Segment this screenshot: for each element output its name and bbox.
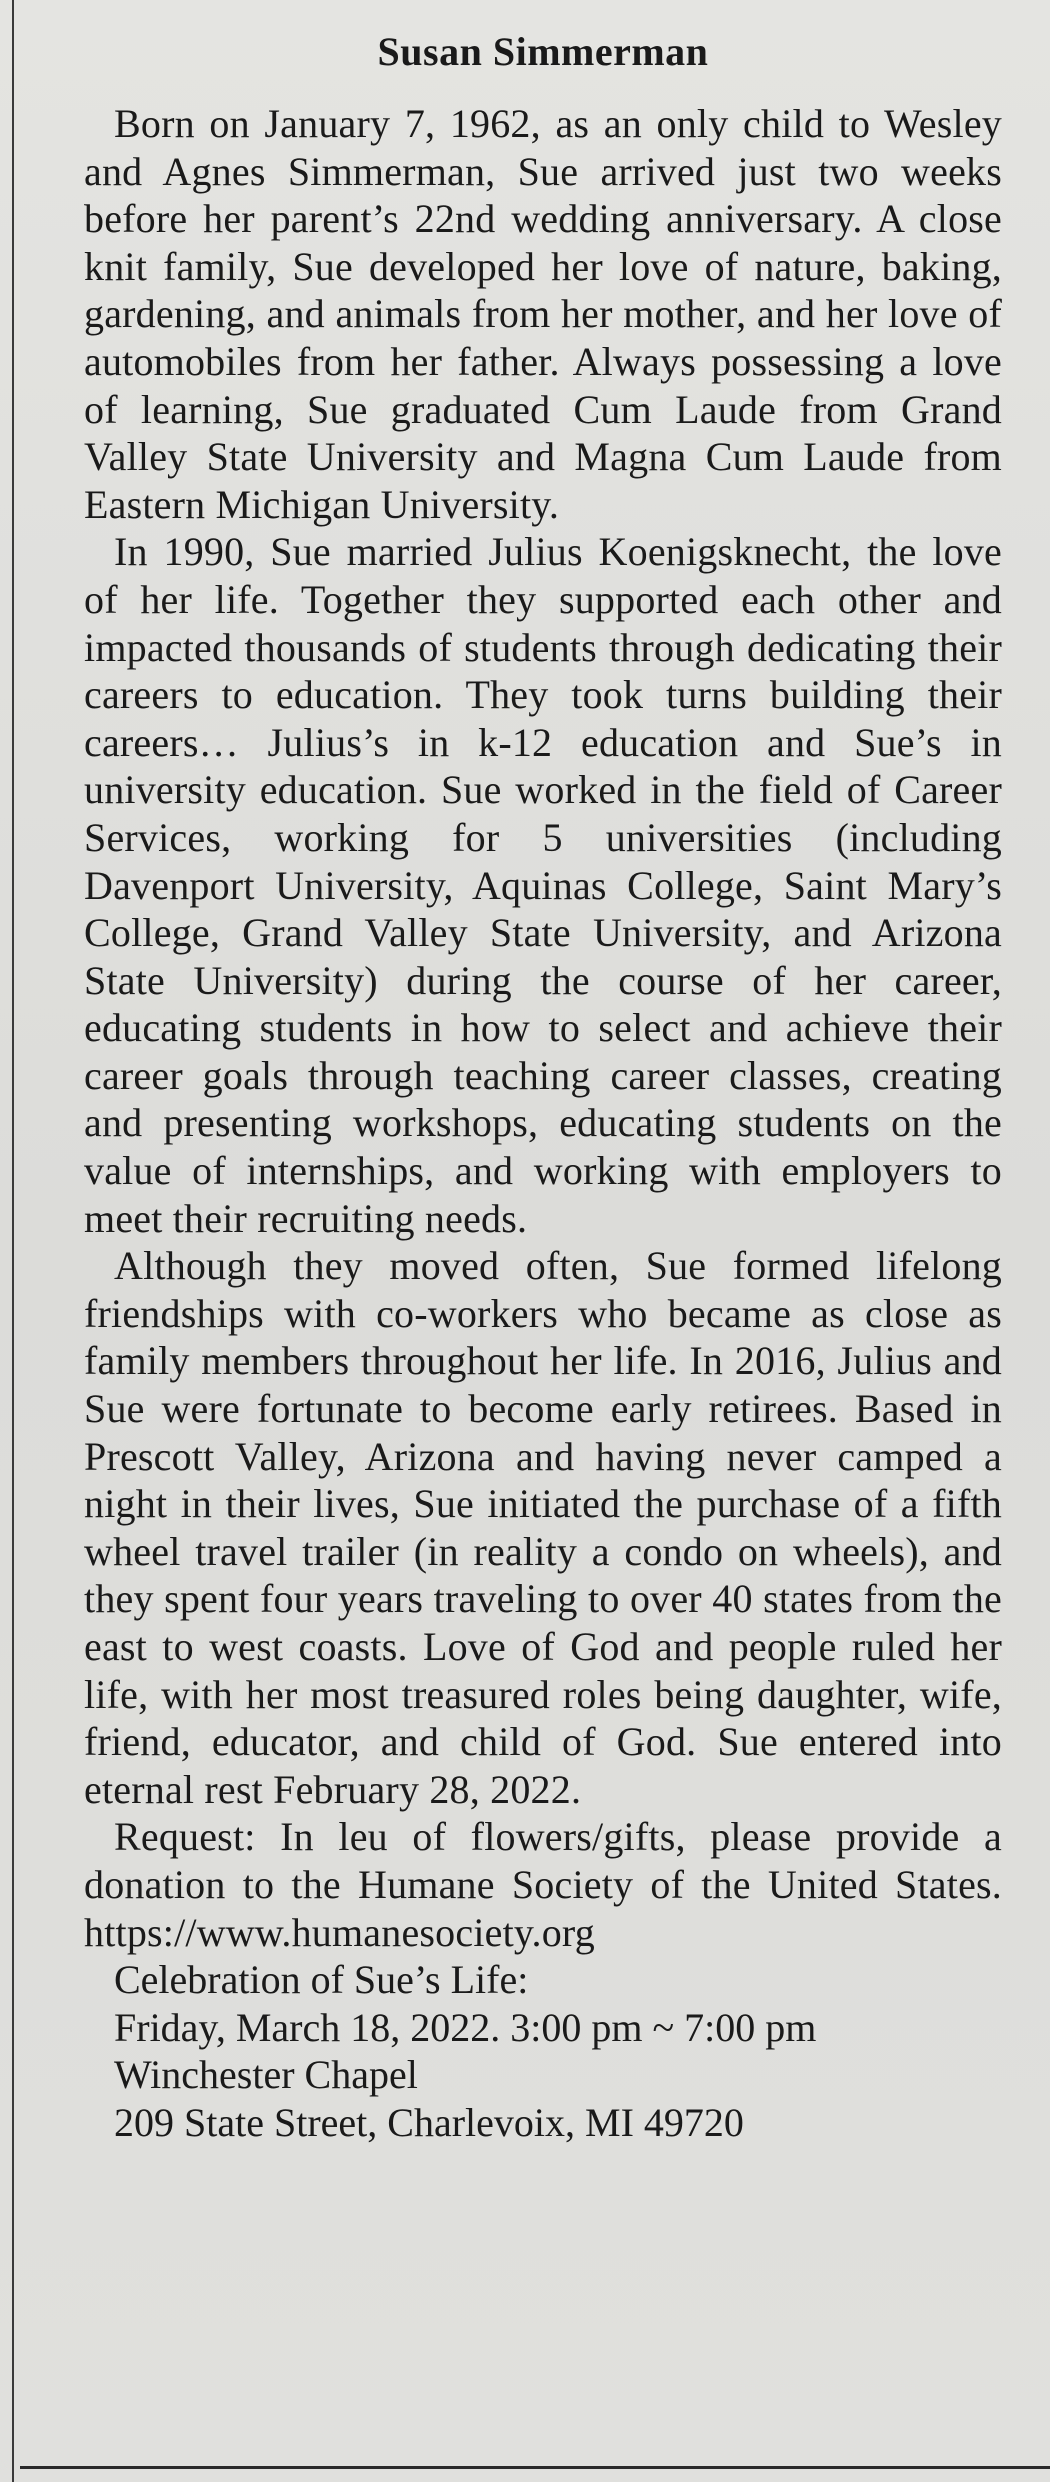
column-rule-left [12, 0, 14, 2482]
celebration-venue: Winchester Chapel [114, 2052, 418, 2098]
paragraph-request: Request: In leu of flowers/gifts, please provide a donation to the Humane Society of the United States. https://www.humanesociety.org [84, 1814, 1002, 1955]
column-rule-bottom [20, 2466, 1050, 2469]
celebration-heading: Celebration of Sue’s Life: [114, 1957, 529, 2003]
paragraph-retirement: Although they moved often, Sue formed lifelong friendships with co-workers who became as close as family members throughout her life. In 2016, Julius and Sue were fortunate to become early retirees. Based in Prescott Valley, Arizona and having never camped a night in their lives, Sue initiated the purchase of a fifth wheel travel trailer (in reality a condo on wheels), and they spent four years traveling to over 40 states from the east to west coasts. Love of God and people ruled her life, with her most treasured roles being daughter, wife, friend, educator, and child of God. Sue entered into eternal rest February 28, 2022. [84, 1243, 1002, 1812]
celebration-details [84, 1956, 1002, 2146]
celebration-datetime: Friday, March 18, 2022. 3:00 pm ~ 7:00 pm [114, 2004, 817, 2050]
paragraph-marriage-career: In 1990, Sue married Julius Koenigsknecht, the love of her life. Together they supported each other and impacted thousands of students through dedicating their careers to education. They took turns building their careers… Julius’s in k-12 education and Sue’s in university education. Sue worked in the field of Career Services, working for 5 universities (including Davenport University, Aquinas College, Saint Mary’s College, Grand Valley State University, and Arizona State University) during the course of her career, educating students in how to select and achieve their career goals through teaching career classes, creating and presenting workshops, educating students on the value of internships, and working with employers to meet their recruiting needs. [84, 529, 1002, 1241]
obituary-title: Susan Simmerman [377, 29, 709, 74]
obituary [84, 22, 1002, 2147]
celebration-address: 209 State Street, Charlevoix, MI 49720 [114, 2099, 744, 2145]
paragraph-early-life: Born on January 7, 1962, as an only child to Wesley and Agnes Simmerman, Sue arrived just two weeks before her parent’s 22nd wedding anniversary. A close knit family, Sue developed her love of nature, baking, gardening, and animals from her mother, and her love of automobiles from her father. Always possessing a love of learning, Sue graduated Cum Laude from Grand Valley State University and Magna Cum Laude from Eastern Michigan University. [84, 101, 1002, 527]
